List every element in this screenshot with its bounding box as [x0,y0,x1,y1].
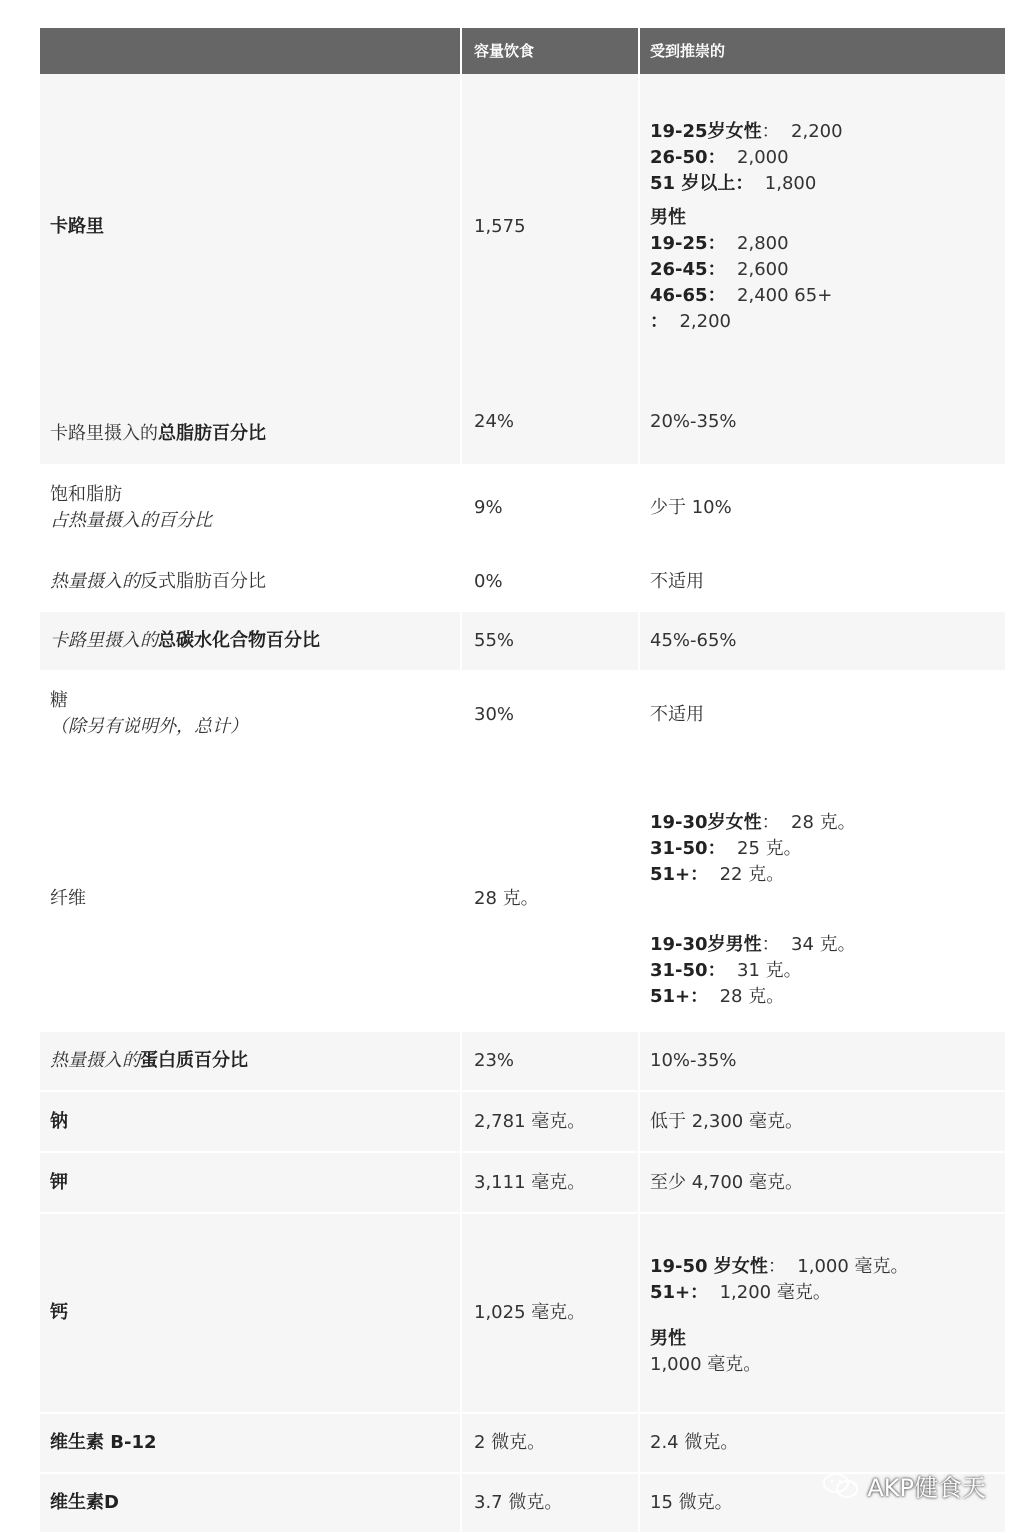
row-saturated-fat: 饱和脂肪 占热量摄入的百分比 9% 少于 10% [40,464,1005,552]
row-sodium: 钠 2,781 毫克。 低于 2,300 毫克。 [40,1090,1005,1151]
row-calories: 卡路里 1,575 19-25岁女性： 2,200 26-50： 2,000 51 岁以上： 1,800 男性 19-25： 2,800 26-45： 2,600 46-65： 2,400 65+ ： 2,200 [40,74,1005,380]
row-carbs: 卡路里摄入的总碳水化合物百分比 55% 45%-65% [40,612,1005,670]
row-sugar: 糖 （除另有说明外，总计） 30% 不适用 [40,670,1005,762]
row-b12: 维生素 B-12 2 微克。 2.4 微克。 [40,1412,1005,1472]
calories-value: 1,575 [474,216,526,237]
header-recommended: 受到推崇的 [638,28,1005,74]
row-protein: 热量摄入的蛋白质百分比 23% 10%-35% [40,1032,1005,1090]
row-total-fat: 卡路里摄入的总脂肪百分比 24% 20%-35% [40,380,1005,464]
watermark-text: AKP健食天 [867,1474,986,1502]
row-trans-fat: 热量摄入的反式脂肪百分比 0% 不适用 [40,552,1005,612]
row-calcium: 钙 1,025 毫克。 19-50 岁女性： 1,000 毫克。 51+： 1,200 毫克。 男性 1,000 毫克。 [40,1212,1005,1412]
row-fiber: 纤维 28 克。 19-30岁女性： 28 克。 31-50： 25 克。 51+： 22 克。 19-30岁男性： 34 克。 31-50： 31 克。 51+： 28 克。 [40,762,1005,1032]
watermark [821,1468,986,1503]
nutrition-table [40,28,1005,1532]
header-blank [40,28,460,74]
row-potassium: 钾 3,111 毫克。 至少 4,700 毫克。 [40,1151,1005,1212]
calories-label: 卡路里 [50,216,104,237]
table-header [40,28,1005,74]
row-vitamin-d: 维生素D 3.7 微克。 15 微克。 [40,1472,1005,1532]
wechat-icon [821,1471,861,1501]
header-diet: 容量饮食 [460,28,638,74]
